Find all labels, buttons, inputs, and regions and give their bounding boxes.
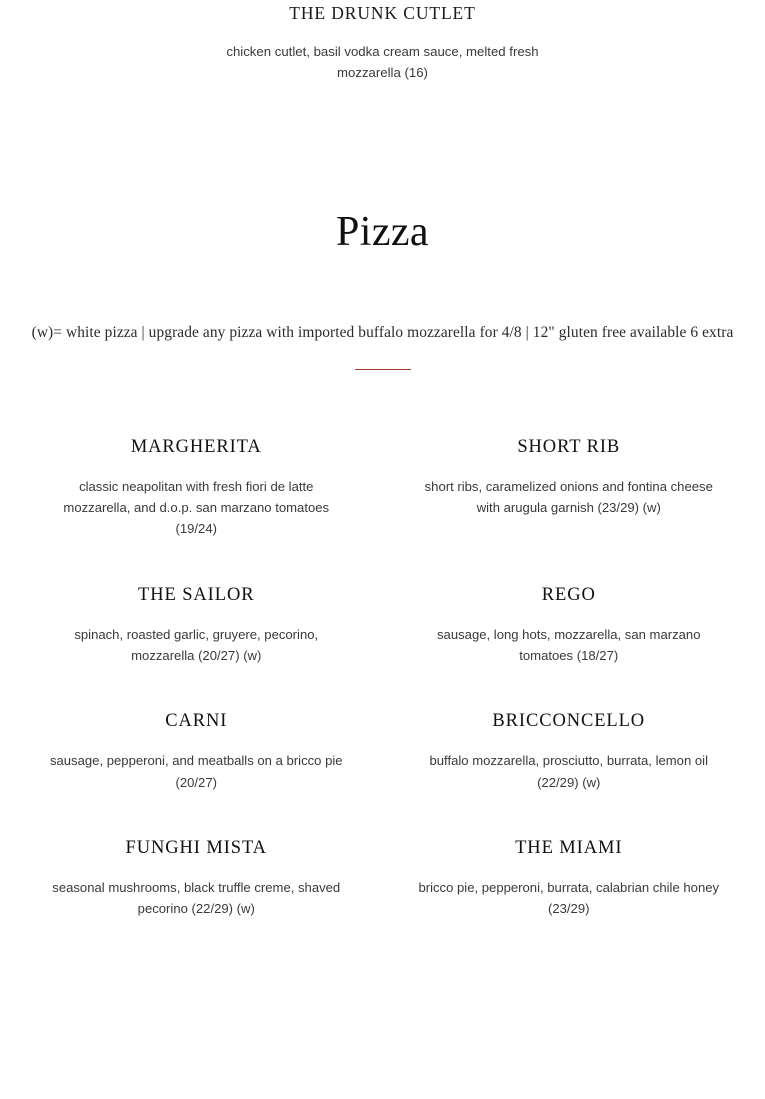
section-divider	[355, 369, 411, 370]
menu-item	[399, 436, 740, 540]
menu-item-description: classic neapolitan with fresh fiori de latte mozzarella, and d.o.p. san marzano tomatoes (19/24)	[63, 478, 330, 537]
menu-item-name: THE MIAMI	[515, 837, 623, 858]
menu-item-description: sausage, pepperoni, and meatballs on a bricco pie (20/27)	[49, 753, 343, 790]
menu-item-name: CARNI	[165, 711, 228, 732]
menu-item	[399, 710, 740, 793]
menu-item	[26, 837, 367, 920]
menu-item	[26, 584, 367, 667]
menu-item-description: seasonal mushrooms, black truffle creme, shaved pecorino (22/29) (w)	[52, 879, 341, 917]
menu-item	[26, 436, 367, 540]
menu-item-description: sausage, long hots, mozzarella, san marzano tomatoes (18/27)	[437, 626, 701, 663]
section-title-pizza: Pizza	[336, 208, 429, 255]
menu-item-name: MARGHERITA	[130, 436, 262, 457]
pizza-grid	[0, 436, 765, 920]
menu-item-description: buffalo mozzarella, prosciutto, burrata, lemon oil (22/29) (w)	[429, 753, 708, 790]
menu-item	[26, 710, 367, 793]
menu-item	[399, 837, 740, 920]
menu-item	[399, 584, 740, 667]
section-note: (w)= white pizza | upgrade any pizza with imported buffalo mozzarella for 4/8 | 12" gluten free available 6 extra	[31, 323, 734, 341]
menu-item-description: spinach, roasted garlic, gruyere, pecorino, mozzarella (20/27) (w)	[74, 626, 319, 663]
menu-item-name: SHORT RIB	[517, 436, 621, 457]
menu-item-name: THE DRUNK CUTLET	[289, 3, 476, 23]
menu-item-name: REGO	[541, 584, 596, 605]
menu-item-name: FUNGHI MISTA	[125, 837, 267, 858]
menu-item-name: BRICCONCELLO	[492, 711, 646, 732]
menu-item-description: bricco pie, pepperoni, burrata, calabrian chile honey (23/29)	[418, 879, 720, 917]
menu-item-name: THE SAILOR	[138, 584, 255, 605]
menu-item-description: chicken cutlet, basil vodka cream sauce, melted fresh mozzarella (16)	[226, 43, 539, 81]
menu-item-description: short ribs, caramelized onions and fontina cheese with arugula garnish (23/29) (w)	[424, 478, 713, 516]
menu-item-drunk-cutlet	[0, 0, 765, 84]
